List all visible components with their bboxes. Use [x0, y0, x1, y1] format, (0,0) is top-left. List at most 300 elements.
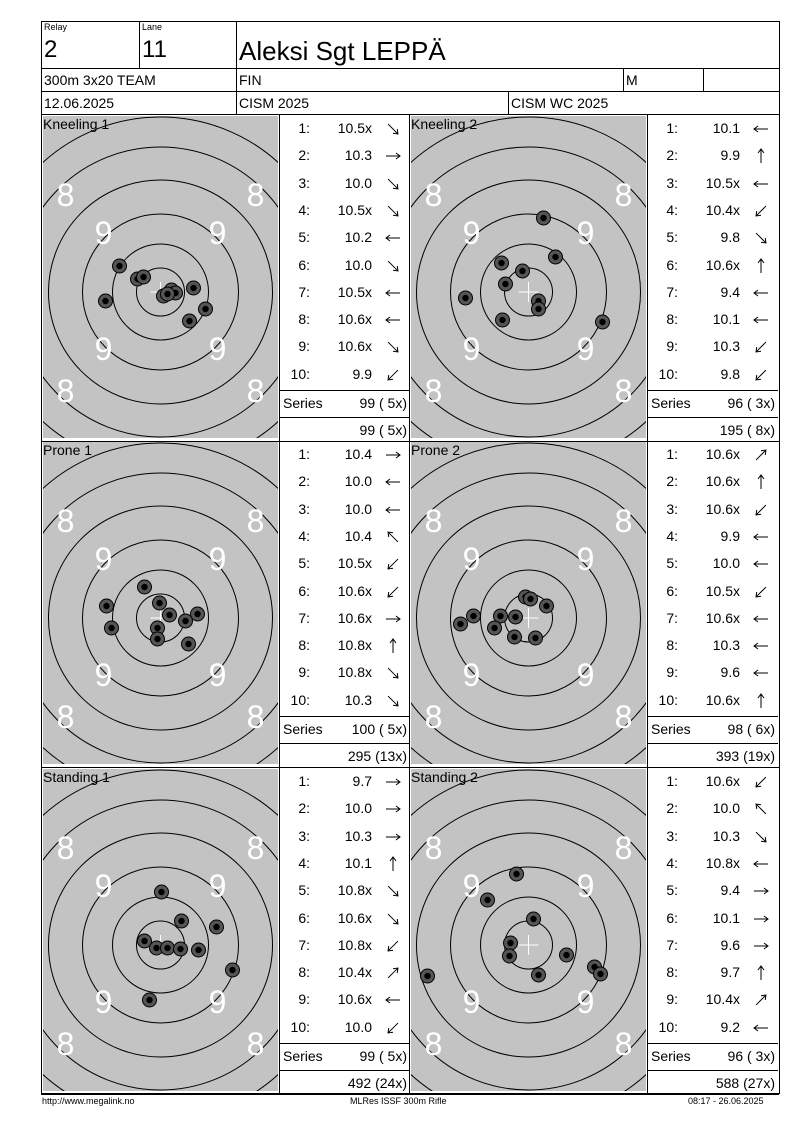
direction-arrow-icon [384, 502, 402, 518]
ring-number-8: 8 [614, 830, 633, 866]
shot-score: 10.6x [705, 610, 740, 626]
shot-row [280, 252, 410, 279]
direction-arrow-icon [752, 638, 770, 654]
shot-row [280, 632, 410, 659]
shot-number: 8: [298, 964, 310, 980]
direction-arrow-icon [384, 285, 402, 301]
ring-number-9: 9 [576, 541, 595, 577]
shot-row [648, 932, 778, 959]
shot-row [648, 823, 778, 850]
shot-number: 1: [666, 446, 678, 462]
ring-number-8: 8 [246, 699, 265, 735]
shot-hole [596, 315, 610, 329]
shot-number: 3: [666, 501, 678, 517]
shot-row [280, 115, 410, 142]
series-row [280, 716, 410, 743]
target-face [43, 442, 278, 764]
shot-number: 4: [298, 202, 310, 218]
shot-score: 9.9 [720, 528, 740, 544]
shot-score: 10.0 [344, 175, 372, 191]
shot-score: 10.1 [712, 311, 740, 327]
shot-score: 10.3 [712, 828, 740, 844]
series-total: 96 ( 3x) [727, 395, 775, 411]
shot-score: 9.9 [352, 366, 372, 382]
shot-hole [421, 969, 435, 983]
shot-hole [151, 632, 165, 646]
series-row [648, 1043, 778, 1070]
shot-row [648, 768, 778, 795]
shot-number: 6: [298, 910, 310, 926]
ring-number-8: 8 [424, 1026, 443, 1062]
shot-hole [199, 302, 213, 316]
target-background [411, 769, 646, 1091]
shot-number: 1: [666, 120, 678, 136]
shot-score: 10.6x [705, 692, 740, 708]
series-label: Series [651, 721, 691, 737]
shot-hole [509, 610, 523, 624]
shot-number: 10: [658, 692, 678, 708]
ring-number-8: 8 [246, 1026, 265, 1062]
ring-number-9: 9 [94, 331, 113, 367]
shot-score: 10.1 [712, 120, 740, 136]
ring-number-9: 9 [576, 331, 595, 367]
running-total-row [648, 1070, 778, 1097]
direction-arrow-icon [384, 474, 402, 490]
shot-number: 7: [666, 284, 678, 300]
shot-row [648, 632, 778, 659]
shot-score: 9.6 [720, 664, 740, 680]
shot-hole [527, 912, 541, 926]
series-title: Kneeling 2 [411, 116, 478, 132]
shot-score: 10.8x [337, 882, 372, 898]
shot-row [648, 986, 778, 1013]
shot-score: 10.1 [344, 855, 372, 871]
shot-number: 2: [298, 147, 310, 163]
shot-score: 10.3 [712, 338, 740, 354]
shot-number: 7: [298, 284, 310, 300]
shot-score: 10.0 [344, 473, 372, 489]
shot-row [648, 441, 778, 468]
shot-score: 10.4x [705, 991, 740, 1007]
shot-score: 10.8x [705, 855, 740, 871]
ring-number-8: 8 [56, 830, 75, 866]
shot-score: 10.0 [344, 1019, 372, 1035]
shot-score: 9.6 [720, 937, 740, 953]
relay-value: 2 [44, 36, 58, 63]
shots-list [648, 115, 778, 437]
shot-row [280, 523, 410, 550]
shot-number: 10: [658, 1019, 678, 1035]
shot-number: 9: [298, 338, 310, 354]
shot-row [648, 523, 778, 550]
direction-arrow-icon [384, 774, 402, 790]
direction-arrow-icon [752, 665, 770, 681]
direction-arrow-icon [384, 312, 402, 328]
target-face [411, 442, 646, 764]
shot-number: 6: [298, 257, 310, 273]
column-divider [409, 114, 410, 1094]
direction-arrow-icon [752, 230, 770, 246]
ring-number-8: 8 [424, 373, 443, 409]
shot-score: 10.6x [705, 446, 740, 462]
shot-hole [161, 287, 175, 301]
shot-hole [481, 893, 495, 907]
shot-row [280, 850, 410, 877]
shot-hole [138, 580, 152, 594]
shot-number: 2: [298, 800, 310, 816]
direction-arrow-icon [752, 911, 770, 927]
series-label: Series [283, 1048, 323, 1064]
shot-score: 10.2 [344, 229, 372, 245]
shot-row [280, 361, 410, 388]
ring-number-8: 8 [614, 699, 633, 735]
shot-hole [467, 609, 481, 623]
shot-score: 9.8 [720, 229, 740, 245]
ring-number-9: 9 [208, 541, 227, 577]
shot-hole [537, 211, 551, 225]
ring-number-9: 9 [576, 984, 595, 1020]
shot-hole [510, 867, 524, 881]
shot-number: 4: [298, 855, 310, 871]
series-title: Prone 2 [411, 442, 461, 458]
shot-number: 6: [666, 257, 678, 273]
footer-timestamp: 08:17 - 26.06.2025 [688, 1096, 764, 1106]
shot-number: 5: [666, 555, 678, 571]
shot-score: 10.6x [337, 338, 372, 354]
shot-row [648, 170, 778, 197]
direction-arrow-icon [384, 121, 402, 137]
running-total: 195 ( 8x) [719, 422, 775, 438]
shot-row [280, 768, 410, 795]
ring-number-8: 8 [614, 503, 633, 539]
shot-row [648, 550, 778, 577]
shot-hole [454, 617, 468, 631]
shot-number: 5: [298, 882, 310, 898]
ring-number-8: 8 [56, 373, 75, 409]
shot-hole [210, 920, 224, 934]
shot-hole [524, 592, 538, 606]
ring-number-9: 9 [208, 331, 227, 367]
shot-score: 10.4 [344, 528, 372, 544]
shot-score: 9.9 [720, 147, 740, 163]
direction-arrow-icon [384, 258, 402, 274]
ring-number-9: 9 [208, 215, 227, 251]
shot-row [280, 142, 410, 169]
shot-number: 1: [298, 120, 310, 136]
direction-arrow-icon [752, 529, 770, 545]
shot-number: 8: [666, 964, 678, 980]
shot-hole [163, 608, 177, 622]
direction-arrow-icon [384, 911, 402, 927]
shot-row [280, 659, 410, 686]
shot-row [648, 605, 778, 632]
shot-number: 8: [666, 637, 678, 653]
direction-arrow-icon [384, 556, 402, 572]
shot-row [648, 659, 778, 686]
shot-row [648, 687, 778, 714]
shot-number: 3: [298, 175, 310, 191]
shot-score: 9.4 [720, 284, 740, 300]
shot-score: 10.4x [337, 964, 372, 980]
ring-number-8: 8 [56, 503, 75, 539]
shot-row [648, 877, 778, 904]
direction-arrow-icon [752, 693, 770, 709]
match-name: CISM WC 2025 [511, 95, 609, 111]
series-title: Standing 2 [411, 769, 478, 785]
shot-score: 10.5x [337, 284, 372, 300]
shot-number: 9: [666, 991, 678, 1007]
shot-row [648, 578, 778, 605]
shot-number: 5: [666, 229, 678, 245]
direction-arrow-icon [384, 230, 402, 246]
shot-number: 4: [298, 528, 310, 544]
shot-number: 1: [298, 773, 310, 789]
target-6 [411, 769, 644, 1089]
shot-score: 10.0 [712, 800, 740, 816]
shot-score: 10.6x [705, 773, 740, 789]
shot-hole [560, 948, 574, 962]
shot-score: 10.5x [705, 175, 740, 191]
series-row [280, 390, 410, 417]
direction-arrow-icon [384, 611, 402, 627]
shot-score: 10.3 [344, 828, 372, 844]
shot-number: 1: [298, 446, 310, 462]
ring-number-8: 8 [56, 699, 75, 735]
direction-arrow-icon [384, 148, 402, 164]
shot-number: 1: [666, 773, 678, 789]
direction-arrow-icon [752, 502, 770, 518]
direction-arrow-icon [752, 938, 770, 954]
shot-hole [529, 631, 543, 645]
shot-number: 8: [298, 637, 310, 653]
shot-row [280, 1014, 410, 1041]
shot-hole [495, 256, 509, 270]
target-face [43, 769, 278, 1091]
series-total: 98 ( 6x) [727, 721, 775, 737]
shot-row [648, 142, 778, 169]
shot-score: 10.6x [337, 991, 372, 1007]
shot-score: 10.0 [344, 257, 372, 273]
shot-hole [499, 277, 513, 291]
direction-arrow-icon [752, 774, 770, 790]
shot-row [280, 170, 410, 197]
shot-row [280, 279, 410, 306]
ring-number-9: 9 [94, 868, 113, 904]
direction-arrow-icon [384, 638, 402, 654]
direction-arrow-icon [752, 474, 770, 490]
target-background [43, 116, 278, 438]
running-total: 295 (13x) [347, 748, 407, 764]
shot-row [280, 877, 410, 904]
shot-row [648, 1014, 778, 1041]
lane-value: 11 [142, 36, 167, 63]
direction-arrow-icon [384, 665, 402, 681]
shot-score: 10.4 [344, 446, 372, 462]
shot-row [280, 441, 410, 468]
shot-number: 4: [666, 202, 678, 218]
ring-number-9: 9 [208, 984, 227, 1020]
footer-url[interactable]: http://www.megalink.no [42, 1096, 135, 1106]
shot-hole [516, 264, 530, 278]
series-label: Series [651, 1048, 691, 1064]
direction-arrow-icon [752, 121, 770, 137]
shot-score: 10.8x [337, 664, 372, 680]
target-face [411, 116, 646, 438]
shot-row [648, 905, 778, 932]
series-row [648, 716, 778, 743]
shot-hole [179, 614, 193, 628]
shot-hole [99, 294, 113, 308]
direction-arrow-icon [752, 883, 770, 899]
shot-hole [183, 314, 197, 328]
ring-number-9: 9 [208, 657, 227, 693]
direction-arrow-icon [384, 339, 402, 355]
running-total: 99 ( 5x) [359, 422, 407, 438]
shot-hole [182, 637, 196, 651]
series-row [648, 390, 778, 417]
shot-row [280, 959, 410, 986]
target-face [43, 116, 278, 438]
shot-hole [113, 259, 127, 273]
shot-score: 9.4 [720, 882, 740, 898]
direction-arrow-icon [752, 176, 770, 192]
direction-arrow-icon [384, 1020, 402, 1036]
shot-hole [137, 270, 151, 284]
ring-number-9: 9 [94, 657, 113, 693]
ring-number-8: 8 [424, 699, 443, 735]
ring-number-8: 8 [246, 830, 265, 866]
direction-arrow-icon [752, 285, 770, 301]
shot-hole [540, 599, 554, 613]
shot-score: 10.0 [344, 501, 372, 517]
ring-number-8: 8 [614, 373, 633, 409]
target-background [411, 116, 646, 438]
shot-hole [155, 885, 169, 899]
shot-row [648, 959, 778, 986]
shot-row [648, 468, 778, 495]
shot-number: 10: [290, 692, 310, 708]
shot-number: 9: [666, 664, 678, 680]
ring-number-9: 9 [576, 657, 595, 693]
shot-hole [153, 596, 167, 610]
shot-hole [100, 599, 114, 613]
ring-number-8: 8 [614, 1026, 633, 1062]
shot-hole [143, 993, 157, 1007]
shot-number: 5: [666, 882, 678, 898]
shot-number: 7: [666, 610, 678, 626]
series-label: Series [283, 721, 323, 737]
shots-list [648, 768, 778, 1090]
shot-row [648, 496, 778, 523]
shot-row [280, 333, 410, 360]
shot-row [280, 306, 410, 333]
direction-arrow-icon [752, 367, 770, 383]
direction-arrow-icon [752, 447, 770, 463]
shot-number: 2: [666, 800, 678, 816]
shot-row [648, 795, 778, 822]
shot-score: 10.3 [712, 637, 740, 653]
running-total-row [648, 743, 778, 770]
direction-arrow-icon [752, 556, 770, 572]
shot-row [280, 986, 410, 1013]
shot-hole [504, 936, 518, 950]
shot-score: 10.6x [705, 473, 740, 489]
running-total: 588 (27x) [715, 1075, 775, 1091]
shot-score: 10.5x [705, 583, 740, 599]
direction-arrow-icon [752, 965, 770, 981]
shot-number: 6: [666, 583, 678, 599]
direction-arrow-icon [384, 992, 402, 1008]
shot-row [648, 333, 778, 360]
direction-arrow-icon [384, 203, 402, 219]
direction-arrow-icon [752, 258, 770, 274]
shots-list [648, 441, 778, 763]
ring-number-9: 9 [94, 541, 113, 577]
shot-score: 10.6x [705, 257, 740, 273]
direction-arrow-icon [752, 801, 770, 817]
series-title: Prone 1 [43, 442, 93, 458]
shots-list [280, 768, 410, 1090]
footer-software: MLRes ISSF 300m Rifle [350, 1096, 447, 1106]
direction-arrow-icon [384, 829, 402, 845]
shot-score: 10.5x [337, 202, 372, 218]
series-total: 100 ( 5x) [351, 721, 407, 737]
target-2 [411, 116, 644, 436]
shot-score: 10.4x [705, 202, 740, 218]
direction-arrow-icon [384, 883, 402, 899]
direction-arrow-icon [752, 611, 770, 627]
shot-row [280, 224, 410, 251]
relay-label: Relay [44, 22, 68, 32]
target-face [411, 769, 646, 1091]
ring-number-9: 9 [576, 215, 595, 251]
shot-row [648, 306, 778, 333]
shot-number: 3: [666, 175, 678, 191]
shot-score: 10.6x [705, 501, 740, 517]
series-total: 99 ( 5x) [359, 1048, 407, 1064]
shot-score: 9.7 [352, 773, 372, 789]
shot-score: 10.5x [337, 120, 372, 136]
running-total-row [280, 417, 410, 444]
direction-arrow-icon [752, 148, 770, 164]
shots-list [280, 441, 410, 763]
ring-number-9: 9 [94, 215, 113, 251]
ring-number-8: 8 [246, 503, 265, 539]
shot-hole [549, 250, 563, 264]
shot-hole [594, 967, 608, 981]
series-title: Standing 1 [43, 769, 110, 785]
direction-arrow-icon [752, 992, 770, 1008]
shot-score: 10.3 [344, 692, 372, 708]
shot-row [648, 279, 778, 306]
running-total-row [280, 743, 410, 770]
shot-row [280, 578, 410, 605]
shot-score: 9.7 [720, 964, 740, 980]
shot-number: 10: [290, 366, 310, 382]
direction-arrow-icon [752, 856, 770, 872]
shot-number: 7: [298, 937, 310, 953]
series-total: 96 ( 3x) [727, 1048, 775, 1064]
shot-row [280, 605, 410, 632]
shot-row [280, 795, 410, 822]
shot-row [280, 468, 410, 495]
shot-number: 4: [666, 855, 678, 871]
shot-score: 10.1 [712, 910, 740, 926]
shot-number: 5: [298, 229, 310, 245]
ring-number-8: 8 [56, 177, 75, 213]
shot-hole [161, 941, 175, 955]
direction-arrow-icon [384, 801, 402, 817]
